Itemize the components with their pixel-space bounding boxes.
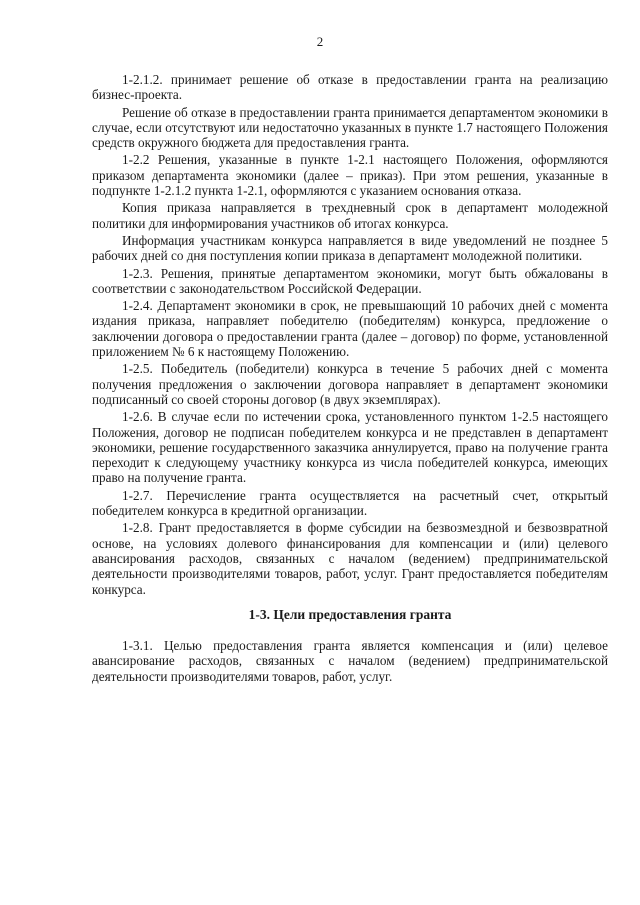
paragraph-order-copy: Копия приказа направляется в трехдневный срок в департамент молодежной политики для информирования участников об итогах конкурса. <box>92 200 608 231</box>
paragraph-1-2-7: 1-2.7. Перечисление гранта осуществляется на расчетный счет, открытый победителем конкурса в кредитной организации. <box>92 487 608 519</box>
page-number: 2 <box>316 34 324 49</box>
paragraph-1-2-4: 1-2.4. Департамент экономики в срок, не превышающий 10 рабочих дней с момента издания приказа, направляет победителю (победителям) конкурса, предложение о заключении договора о предоставлении гранта (далее – договор) по форме, установленной приложением № 6 к настоящему Положению. <box>92 298 608 360</box>
paragraph-1-2-3: 1-2.3. Решения, принятые департаментом экономики, могут быть обжалованы в соответствии с законодательством Российской Федерации. <box>92 265 608 296</box>
paragraph-1-2-1-2: 1-2.1.2. принимает решение об отказе в предоставлении гранта на реализацию бизнес-проекта. <box>92 72 608 103</box>
paragraph-1-2-5: 1-2.5. Победитель (победители) конкурса в течение 5 рабочих дней с момента получения предложения о заключении договора направляет в департамент экономики подписанный со своей стороны договор (в двух экземплярах). <box>92 361 608 407</box>
paragraph-1-2-6: 1-2.6. В случае если по истечении срока, установленного пунктом 1-2.5 настоящего Положения, договор не подписан победителем конкурса и не представлен в департамент экономики, решение государственного заказчика аннулируется, право на получение гранта переходит к следующему участнику конкурса из числа победителей конкурса, имеющих право на получение гранта. <box>92 409 608 486</box>
paragraph-1-3-1: 1-3.1. Целью предоставления гранта является компенсация и (или) целевое авансирование расходов, связанных с началом (ведением) предпринимательской деятельности производителями товаров, работ, услуг. <box>92 638 608 684</box>
section-title: 1-3. Цели предоставления гранта <box>248 606 452 622</box>
paragraph-participant-notice: Информация участникам конкурса направляется в виде уведомлений не позднее 5 рабочих дней со дня поступления копии приказа в департамент молодежной политики. <box>92 232 608 264</box>
paragraph-1-2-2: 1-2.2 Решения, указанные в пункте 1-2.1 настоящего Положения, оформляются приказом департамента экономики (далее – приказ). При этом решения, указанные в подпункте 1-2.1.2 пункта 1-2.1, оформляются с указанием основания отказа. <box>92 152 608 199</box>
document-body <box>92 72 608 686</box>
paragraph-1-2-8: 1-2.8. Грант предоставляется в форме субсидии на безвозмездной и безвозвратной основе, на условиях долевого финансирования для компенсации и (или) целевого авансирования расходов, связанных с началом (ведением) предпринимательской деятельности производителями товаров, работ, услуг. Грант предоставляется победителям конкурса. <box>92 520 608 597</box>
paragraph-refusal-conditions: Решение об отказе в предоставлении гранта принимается департаментом экономики в случае, если отсутствуют или недостаточно указанных в пункте 1.7 настоящего Положения средств окружного бюджета для предоставления гранта. <box>92 104 608 151</box>
